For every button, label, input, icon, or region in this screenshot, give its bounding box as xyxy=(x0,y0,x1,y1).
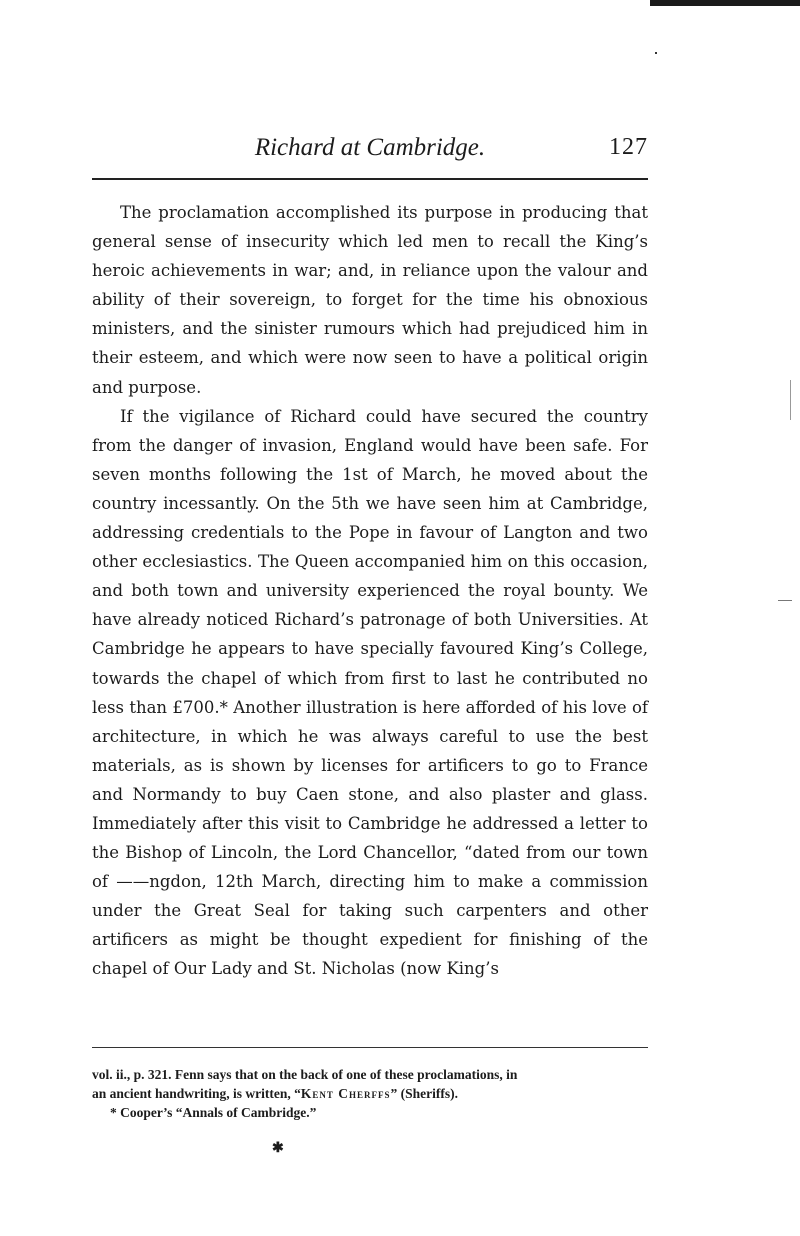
footnotes xyxy=(92,1065,652,1122)
print-speck xyxy=(655,52,657,54)
running-title: Richard at Cambridge. xyxy=(254,134,486,161)
page-number: 127 xyxy=(609,134,648,160)
footnote-line xyxy=(92,1084,652,1103)
footnote-text: ” (Sheriffs). xyxy=(390,1086,459,1101)
footnote-line: * Cooper’s “Annals of Cambridge.” xyxy=(110,1105,317,1120)
signature-mark: ✱ xyxy=(272,1140,284,1156)
top-edge-mark xyxy=(650,0,800,6)
header-rule xyxy=(92,178,648,180)
paragraph: The proclamation accomplished its purpose in producing that general sense of insecurity which led men to recall the King’s heroic achievements in war; and, in reliance upon the valour and ability of their sovereign, to forget for the time his obnoxious ministers, and the sinister rumours which had prejudiced him in their esteem, and which were now seen to have a political origin and purpose. xyxy=(92,203,648,397)
footnote-text: an ancient handwriting, is written, “ xyxy=(92,1086,301,1101)
footnote-rule xyxy=(92,1047,648,1048)
paragraph: If the vigilance of Richard could have secured the country from the danger of invasion, England would have been safe. For seven months following the 1st of March, he moved about the country incessantly. On the 5th we have seen him at Cambridge, addressing credentials to the Pope in favour of Langton and two other ecclesiastics. The Queen accompanied him on this occasion, and both town and university experienced the royal bounty. We have already noticed Richard’s patronage of both Universities. At Cambridge he appears to have specially favoured King’s College, towards the chapel of which from first to last he contributed no less than £700.* Another illustration is here afforded of his love of architecture, in which he was always careful to use the best materials, as is shown by licenses for artificers to go to France and Normandy to buy Caen stone, and also plaster and glass. Immediately after this visit to Cambridge he addressed a letter to the Bishop of Lincoln, the Lord Chancellor, “dated from our town of ——ngdon, 12th March, directing him to make a commission under the Great Seal for taking such carpenters and other artificers as might be thought expedient for finishing of the chapel of Our Lady and St. Nicholas (now King’s xyxy=(92,406,648,979)
page-header xyxy=(92,134,648,170)
footnote-smallcaps: Kent Cherffs xyxy=(300,1086,391,1101)
body-text xyxy=(92,198,648,984)
print-speck xyxy=(790,380,791,420)
footnote-line: vol. ii., p. 321. Fenn says that on the back of one of these proclamations, in xyxy=(92,1067,518,1082)
print-speck xyxy=(778,600,792,601)
